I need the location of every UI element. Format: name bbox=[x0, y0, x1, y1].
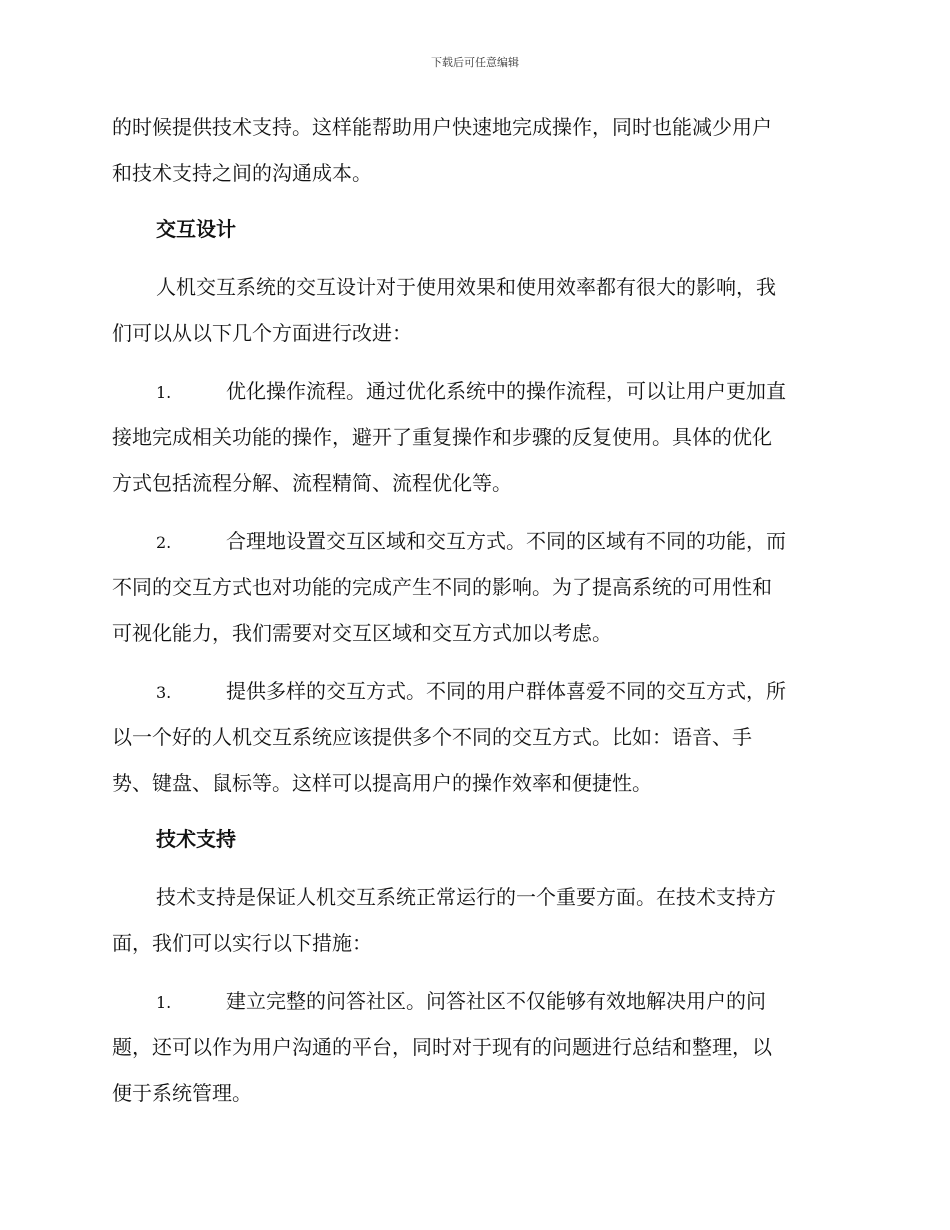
paragraph-line: 接地完成相关功能的操作，避开了重复操作和步骤的反复使用。具体的优化 bbox=[112, 425, 772, 449]
paragraph-line: 人机交互系统的交互设计对于使用效果和使用效率都有很大的影响，我 bbox=[156, 275, 776, 299]
list-item-text: 合理地设置交互区域和交互方式。不同的区域有不同的功能，而 bbox=[226, 529, 786, 553]
section-heading-technical-support: 技术支持 bbox=[156, 827, 236, 851]
list-item bbox=[112, 978, 834, 1116]
section1-intro-paragraph bbox=[112, 264, 834, 356]
list-item-first-line bbox=[112, 368, 834, 414]
paragraph-line: 题，还可以作为用户沟通的平台，同时对于现有的问题进行总结和整理，以 bbox=[112, 1035, 772, 1059]
list-item-number: 2. bbox=[156, 533, 172, 552]
paragraph-line: 不同的交互方式也对功能的完成产生不同的影响。为了提高系统的可用性和 bbox=[112, 575, 772, 599]
list-item-first-line bbox=[112, 518, 834, 564]
list-item bbox=[112, 518, 834, 656]
paragraph-line: 的时候提供技术支持。这样能帮助用户快速地完成操作，同时也能减少用户 bbox=[112, 115, 772, 139]
intro-paragraph bbox=[112, 104, 834, 196]
paragraph-line: 可视化能力，我们需要对交互区域和交互方式加以考虑。 bbox=[112, 621, 612, 645]
list-item-first-line bbox=[112, 668, 834, 714]
paragraph-line: 便于系统管理。 bbox=[112, 1081, 252, 1105]
paragraph-line: 方式包括流程分解、流程精简、流程优化等。 bbox=[112, 471, 512, 495]
list-item bbox=[112, 668, 834, 806]
list-item-number: 1. bbox=[156, 383, 172, 402]
list-item-number: 1. bbox=[156, 993, 172, 1012]
document-body bbox=[112, 104, 834, 1116]
list-item-text: 优化操作流程。通过优化系统中的操作流程，可以让用户更加直 bbox=[226, 379, 786, 403]
paragraph-line: 技术支持是保证人机交互系统正常运行的一个重要方面。在技术支持方 bbox=[156, 885, 776, 909]
paragraph-line: 面，我们可以实行以下措施： bbox=[112, 931, 372, 955]
paragraph-line: 势、键盘、鼠标等。这样可以提高用户的操作效率和便捷性。 bbox=[112, 771, 652, 795]
list-item-first-line bbox=[112, 978, 834, 1024]
paragraph-line: 们可以从以下几个方面进行改进： bbox=[112, 321, 412, 345]
section2-intro-paragraph bbox=[112, 874, 834, 966]
paragraph-line: 和技术支持之间的沟通成本。 bbox=[112, 161, 372, 185]
page-header: 下载后可任意编辑 bbox=[431, 56, 519, 69]
list-item-text: 提供多样的交互方式。不同的用户群体喜爱不同的交互方式，所 bbox=[226, 679, 786, 703]
list-item-number: 3. bbox=[156, 683, 172, 702]
list-item-text: 建立完整的问答社区。问答社区不仅能够有效地解决用户的问 bbox=[226, 989, 766, 1013]
list-item bbox=[112, 368, 834, 506]
section-heading-interaction-design: 交互设计 bbox=[156, 217, 236, 241]
paragraph-line: 以一个好的人机交互系统应该提供多个不同的交互方式。比如：语音、手 bbox=[112, 725, 752, 749]
